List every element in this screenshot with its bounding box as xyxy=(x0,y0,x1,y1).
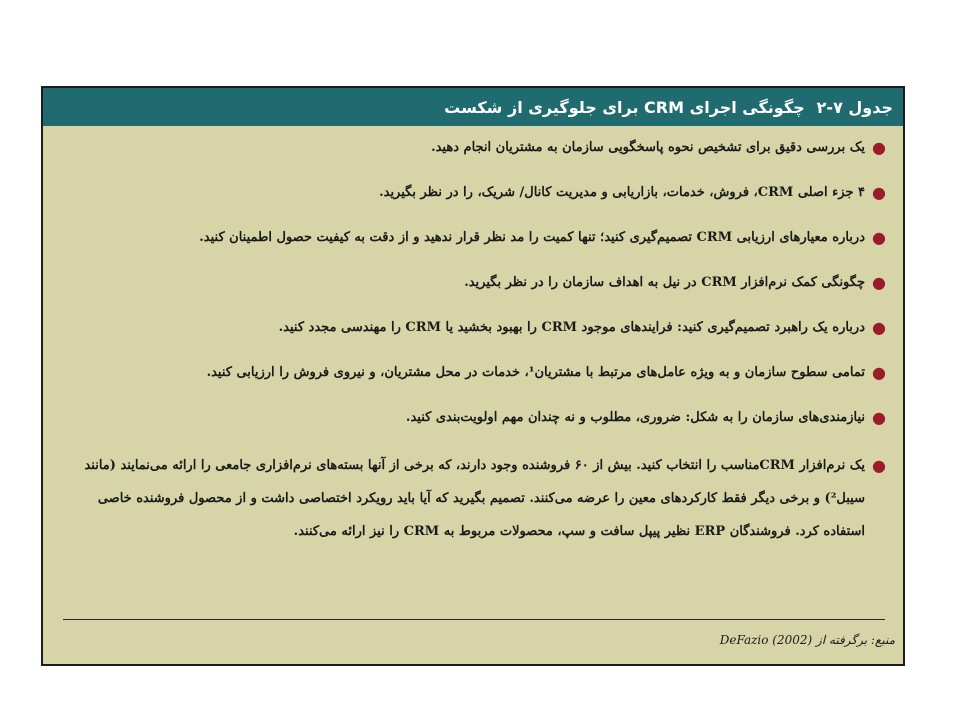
bullet-icon: ● xyxy=(872,363,886,382)
list-item-text: یک بررسی دقیق برای تشخیص نحوه پاسخگویی سازمان به مشتریان انجام دهید. xyxy=(431,140,865,155)
bullet-icon: ● xyxy=(872,183,886,202)
list-item xyxy=(65,359,891,404)
list-item-text: درباره معیارهای ارزیابی CRM تصمیم‌گیری کنید؛ تنها کمیت را مد نظر قرار ندهید و از دقت به کیفیت حصول اطمینان کنید. xyxy=(199,230,865,245)
table-header xyxy=(43,88,903,126)
list-item xyxy=(65,404,891,449)
list-item-text: درباره یک راهبرد تصمیم‌گیری کنید: فرایندهای موجود CRM را بهبود بخشید یا CRM را مهندسی مجدد کنید. xyxy=(278,320,865,335)
list-item xyxy=(65,314,891,359)
bullet-icon: ● xyxy=(872,138,886,157)
list-item xyxy=(65,179,891,224)
source-note xyxy=(720,633,895,647)
bullet-icon: ● xyxy=(872,456,886,475)
bullet-icon: ● xyxy=(872,273,886,292)
list-item-text: نیازمندی‌های سازمان را به شکل: ضروری، مطلوب و نه چندان مهم اولویت‌بندی کنید. xyxy=(405,410,865,425)
source-reference: DeFazio (2002) xyxy=(719,633,813,647)
list-item xyxy=(65,134,891,179)
list-item-text: ۴ جزء اصلی CRM، فروش، خدمات، بازاریابی و مدیریت کانال/ شریک، را در نظر بگیرید. xyxy=(379,185,865,200)
list-item xyxy=(65,269,891,314)
list-item xyxy=(65,449,891,548)
table-number: جدول ۷-۲ xyxy=(816,97,893,117)
list-item-text: تمامی سطوح سازمان و به ویژه عامل‌های مرتبط با مشتریان¹، خدمات در محل مشتریان، و نیروی فروش را ارزیابی کنید. xyxy=(206,365,865,380)
table-title: چگونگی اجرای CRM برای جلوگیری از شکست xyxy=(444,97,805,117)
bullet-icon: ● xyxy=(872,408,886,427)
list-item-text: یک نرم‌افزار CRMمناسب را انتخاب کنید. بیش از ۶۰ فروشنده وجود دارند، که برخی از آنها بسته‌های نرم‌افزاری جامعی را ارائه می‌نمایند (مانند سیبل²) و برخی دیگر فقط کارکردهای معین را عرضه می‌کنند. تصمیم بگیرید که آیا باید رویکرد اختصاصی داشت و از محصول فروشنده خاصی استفاده کرد. فروشندگان ERP نظیر پیپل سافت و سپ، محصولات مربوط به CRM را نیز ارائه می‌کنند. xyxy=(84,458,865,539)
bullet-list xyxy=(65,134,891,548)
list-item-text: چگونگی کمک نرم‌افزار CRM در نیل به اهداف سازمان را در نظر بگیرید. xyxy=(464,275,865,290)
list-item xyxy=(65,224,891,269)
source-label: منبع: برگرفته از xyxy=(816,633,895,647)
bullet-icon: ● xyxy=(872,228,886,247)
crm-table-panel xyxy=(41,86,905,666)
bullet-icon: ● xyxy=(872,318,886,337)
footer-divider xyxy=(63,619,885,620)
